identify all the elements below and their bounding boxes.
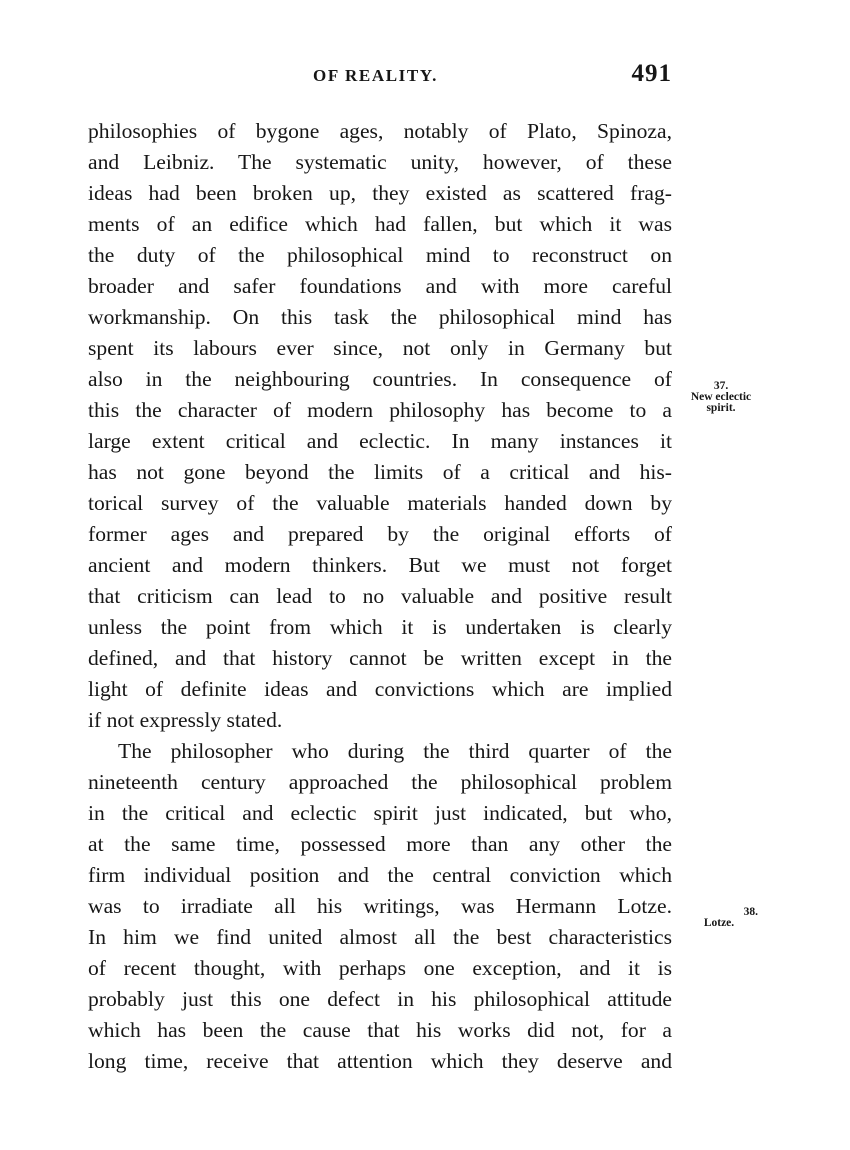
text-line: The philosopher who during the third quarter of the xyxy=(118,739,672,763)
body-text xyxy=(88,116,672,1077)
paragraph-2 xyxy=(88,736,672,1077)
text-line: in the critical and eclectic spirit just indicated, but who, xyxy=(88,801,672,825)
margin-note-text: New eclectic xyxy=(690,391,752,403)
text-line: ments of an edifice which had fallen, but which it was xyxy=(88,212,672,236)
text-line: if not expressly stated. xyxy=(88,708,283,732)
text-line: probably just this one defect in his philosophical attitude xyxy=(88,987,672,1011)
text-line: which has been the cause that his works did not, for a xyxy=(88,1018,672,1042)
text-line: this the character of modern philosophy has become to a xyxy=(88,398,672,422)
text-line: of recent thought, with perhaps one exception, and it is xyxy=(88,956,672,980)
text-line: was to irradiate all his writings, was Hermann Lotze. xyxy=(88,894,672,918)
text-line: and Leibniz. The systematic unity, however, of these xyxy=(88,150,672,174)
running-head xyxy=(300,60,680,96)
text-line: at the same time, possessed more than any other the xyxy=(88,832,672,856)
text-line: unless the point from which it is undertaken is clearly xyxy=(88,615,672,639)
text-line: former ages and prepared by the original efforts of xyxy=(88,522,672,546)
text-line: that criticism can lead to no valuable and positive result xyxy=(88,584,672,608)
text-line: also in the neighbouring countries. In consequence of xyxy=(88,367,672,391)
text-line: defined, and that history cannot be written except in the xyxy=(88,646,672,670)
margin-note-38 xyxy=(680,907,758,929)
text-line: nineteenth century approached the philosophical problem xyxy=(88,770,672,794)
text-line: torical survey of the valuable materials handed down by xyxy=(88,491,672,515)
text-line: philosophies of bygone ages, notably of Plato, Spinoza, xyxy=(88,119,672,143)
margin-note-number: 37. xyxy=(713,380,729,392)
margin-note-text: Lotze. xyxy=(703,917,735,929)
margin-note-text: spirit. xyxy=(706,402,736,414)
margin-note-37 xyxy=(676,381,766,414)
text-line: the duty of the philosophical mind to reconstruct on xyxy=(88,243,672,267)
text-line: firm individual position and the central conviction which xyxy=(88,863,672,887)
running-title: OF REALITY. xyxy=(313,66,438,85)
text-line: spent its labours ever since, not only in Germany but xyxy=(88,336,672,360)
text-line: workmanship. On this task the philosophical mind has xyxy=(88,305,672,329)
text-line: ancient and modern thinkers. But we must not forget xyxy=(88,553,672,577)
text-line: broader and safer foundations and with more careful xyxy=(88,274,672,298)
margin-note-number: 38. xyxy=(743,906,758,918)
page-number: 491 xyxy=(631,60,672,87)
paragraph-1 xyxy=(88,116,672,736)
text-line: ideas had been broken up, they existed as scattered frag- xyxy=(88,181,672,205)
text-line: long time, receive that attention which they deserve and xyxy=(88,1049,672,1073)
text-line: light of definite ideas and convictions which are implied xyxy=(88,677,672,701)
text-line: has not gone beyond the limits of a critical and his- xyxy=(88,460,672,484)
text-line: In him we find united almost all the best characteristics xyxy=(88,925,672,949)
text-line: large extent critical and eclectic. In many instances it xyxy=(88,429,672,453)
